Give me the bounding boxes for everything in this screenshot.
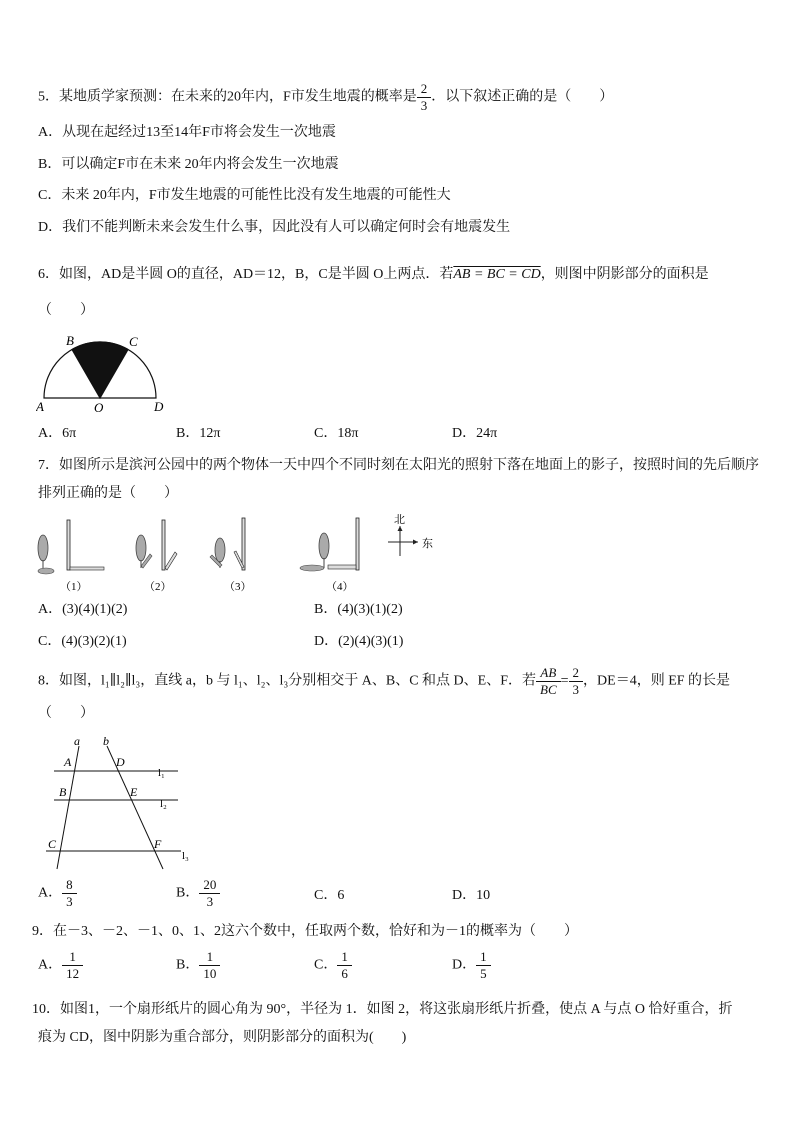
- q8-label-l1: l₁: [158, 767, 165, 779]
- q7-panel-4: [300, 518, 359, 593]
- q6-label-o: O: [94, 400, 104, 414]
- q6-stem: [38, 268, 709, 282]
- q6-semicircle-figure: [36, 332, 166, 414]
- q7-compass-arrow-north: [398, 526, 403, 531]
- q9-option-a: [38, 950, 83, 980]
- q9-option-c-label: C．: [314, 957, 338, 973]
- q8-label-b-line: b: [103, 734, 109, 748]
- q8-option-a-num: 8: [66, 877, 73, 892]
- q8-label-e: E: [130, 785, 138, 799]
- q6-option-a: A．6π: [38, 426, 77, 441]
- q6-option-c: C．18π: [314, 426, 359, 441]
- q8-stem-text: 8．如图，l₁∥l₂∥l₃，直线 a，b 与 l₁、l₂、l₃分别相交于 A、B、C 和点 D、E、F．若: [38, 673, 537, 689]
- q7-tree-1: [38, 535, 48, 561]
- q8-label-l2: l₂: [160, 798, 167, 810]
- q7-panel-2: [136, 520, 177, 593]
- q7-option-d: D．(2)(4)(3)(1): [314, 634, 404, 649]
- q6-label-b: B: [66, 333, 74, 348]
- q5-stem-text: 5．某地质学家预测：在未来的20年内，F市发生地震的概率是: [38, 89, 417, 105]
- q9-option-b-label: B．: [176, 957, 200, 973]
- q5-fraction: [419, 82, 430, 112]
- q7-caption-3: （3）: [224, 581, 252, 593]
- q5-option-c: C．未来 20年内，F市发生地震的可能性比没有发生地震的可能性大: [38, 188, 451, 203]
- q8-parallel-lines-figure: [36, 734, 196, 870]
- q8-option-b-num: 20: [203, 877, 217, 892]
- q9-option-a-den: 12: [62, 965, 83, 981]
- q8-label-b: B: [59, 785, 67, 799]
- q5-option-a: A．从现在起经过13至14年F市将会发生一次地震: [38, 125, 336, 140]
- q8-label-f: F: [154, 837, 162, 851]
- q8-label-l3: l₃: [182, 850, 189, 862]
- q8-frac-den: BC: [536, 681, 561, 697]
- q10-stem-line2: 痕为 CD，图中阴影为重合部分，则阴影部分的面积为( ): [38, 1030, 407, 1045]
- q7-pole-2: [162, 520, 165, 570]
- q8-option-a: [38, 878, 77, 908]
- q7-caption-2: （2）: [144, 581, 172, 593]
- q6-option-b: B．12π: [176, 426, 221, 441]
- q9-option-b-den: 10: [199, 965, 220, 981]
- q7-option-b: B．(4)(3)(1)(2): [314, 602, 403, 617]
- q9-option-c-den: 6: [337, 965, 352, 981]
- q7-compass-arrow-east: [413, 540, 418, 545]
- q10-stem-line1: 10．如图1，一个扇形纸片的圆心角为 90°，半径为 1．如图 2，将这张扇形纸片折叠，使点 A 与点 O 恰好重合，折: [32, 1002, 733, 1017]
- q7-compass: [388, 513, 433, 556]
- q8-label-d: D: [116, 755, 125, 769]
- q5-frac-den: 3: [417, 97, 432, 113]
- q9-option-c: [314, 950, 352, 980]
- q8-option-c: C．6: [314, 888, 345, 903]
- q8-option-b-den: 3: [199, 893, 220, 909]
- q8-option-a-label: A．: [38, 885, 63, 901]
- q7-pole-3: [242, 518, 245, 570]
- q9-option-c-num: 1: [341, 949, 348, 964]
- q8-frac2-num: 2: [572, 665, 580, 680]
- q7-compass-east: 东: [422, 538, 433, 550]
- q6-stem-tail: ，则图中阴影部分的面积是: [540, 267, 709, 282]
- q7-tree-2: [136, 535, 146, 561]
- q5-stem: [38, 82, 613, 112]
- q7-panel-3: [210, 518, 252, 593]
- q7-stem-line1: 7．如图所示是滨河公园中的两个物体一天中四个不同时刻在太阳光的照射下落在地面上的影子，按照时间的先后顺序: [38, 458, 759, 473]
- q5-option-d: D．我们不能判断未来会发生什么事，因此没有人可以确定何时会有地震发生: [38, 220, 511, 235]
- q6-paren: （ ）: [38, 303, 94, 318]
- q5-option-b: B．可以确定F市在未来 20年内将会发生一次地震: [38, 157, 339, 172]
- q8-option-d: D．10: [452, 888, 491, 903]
- q9-option-b: [176, 950, 220, 980]
- q9-option-d-num: 1: [480, 949, 487, 964]
- q8-option-b-label: B．: [176, 885, 200, 901]
- q7-tree-shadow-1: [38, 568, 54, 574]
- q8-option-a-den: 3: [62, 893, 77, 909]
- q9-option-a-fraction: [64, 950, 81, 980]
- q8-stem-tail: ，DE＝4，则 EF 的长是: [583, 673, 731, 689]
- q7-shadow-figure: [34, 510, 444, 596]
- q8-equals: =: [560, 673, 569, 689]
- q9-option-d-fraction: [478, 950, 489, 980]
- q9-option-a-num: 1: [69, 949, 76, 964]
- q6-arc-condition: AB = BC = CD: [453, 267, 541, 282]
- q8-frac-num: AB: [540, 665, 557, 680]
- q8-label-a-line: a: [74, 734, 80, 748]
- q8-fraction-ab-bc: [538, 666, 559, 696]
- q7-caption-4: （4）: [326, 581, 354, 593]
- q8-stem: [38, 666, 730, 696]
- q7-option-a: A．(3)(4)(1)(2): [38, 602, 128, 617]
- q8-label-a: A: [64, 755, 72, 769]
- q9-option-d: [452, 950, 491, 980]
- q6-option-d: D．24π: [452, 426, 498, 441]
- q7-pole-shadow-1: [70, 567, 104, 570]
- q9-option-a-label: A．: [38, 957, 63, 973]
- q5-frac-num: 2: [420, 81, 428, 96]
- q6-label-d: D: [154, 399, 164, 414]
- q9-option-b-fraction: [201, 950, 218, 980]
- q8-option-a-fraction: [64, 878, 75, 908]
- q7-panel-1: [38, 520, 104, 593]
- q5-stem-tail: ．以下叙述正确的是（ ）: [431, 89, 614, 105]
- q6-label-a: A: [36, 399, 44, 414]
- q8-option-b: [176, 878, 220, 908]
- q9-option-c-fraction: [339, 950, 350, 980]
- q7-pole-shadow-2: [165, 552, 177, 570]
- q7-tree-3: [215, 538, 225, 562]
- q8-fraction-ratio: [571, 666, 582, 696]
- q7-tree-4: [319, 533, 329, 559]
- q9-option-d-den: 5: [476, 965, 491, 981]
- q7-pole-shadow-4: [328, 565, 356, 569]
- q7-option-c: C．(4)(3)(2)(1): [38, 634, 127, 649]
- q7-pole-1: [67, 520, 70, 570]
- q7-caption-1: （1）: [60, 581, 88, 593]
- q6-label-c: C: [129, 334, 138, 349]
- q7-compass-north: 北: [394, 514, 405, 526]
- q7-pole-4: [356, 518, 359, 570]
- q8-label-c: C: [48, 837, 57, 851]
- q7-stem-line2: 排列正确的是（ ）: [38, 486, 178, 501]
- q9-option-b-num: 1: [206, 949, 214, 964]
- q8-paren: （ ）: [38, 706, 94, 721]
- q8-frac2-den: 3: [569, 681, 584, 697]
- q8-option-b-fraction: [201, 878, 218, 908]
- q9-option-d-label: D．: [452, 957, 477, 973]
- q6-stem-text: 6．如图，AD是半圆 O的直径，AD＝12，B，C是半圆 O上两点．若: [38, 267, 454, 282]
- q7-tree-shadow-4: [300, 565, 324, 571]
- q6-shaded-sector: [72, 342, 128, 398]
- q9-stem: 9．在－3、－2、－1、0、1、2这六个数中，任取两个数，恰好和为－1的概率为（ ）: [32, 924, 578, 939]
